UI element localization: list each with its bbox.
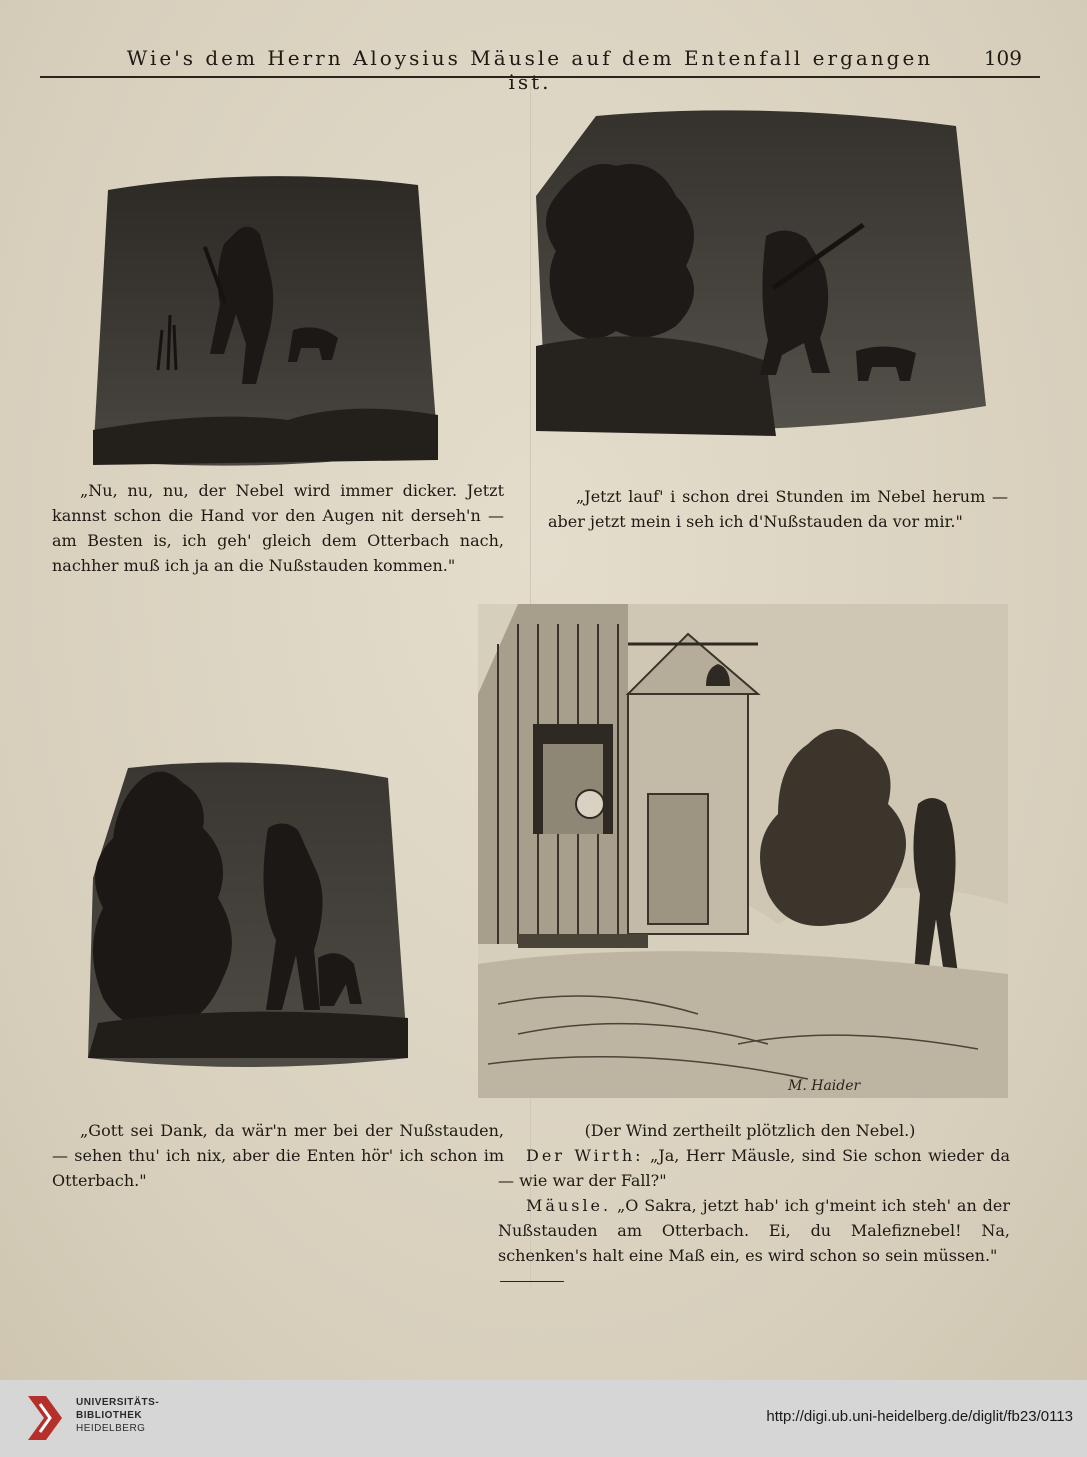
dialogue-maeusle-text: „O Sakra, jetzt hab' ich g'meint ich steh' an der Nußstauden am Otterbach. Ei, du Malefiznebel! Na, schenken's halt eine Maß ein, es wird schon so sein müssen." [498,1196,1010,1265]
dialogue-wirth [498,1143,1010,1193]
speaker-maeusle: Mäusle. [526,1196,612,1215]
page-header-title: Wie's dem Herrn Aloysius Mäusle auf dem Entenfall ergangen ist. [126,46,934,94]
illustration-hunter-at-bush [88,758,410,1072]
caption-1-text: „Nu, nu, nu, der Nebel wird immer dicker. Jetzt kannst schon die Hand vor den Augen nit derseh'n — am Besten is, ich geh' gleich dem Otterbach nach, nachher muß ich ja an die Nußstauden kommen." [52,481,504,575]
illustration-village-fog-lifts [478,604,1008,1098]
illustration-hunter-in-fog [88,160,440,472]
dialogue-maeusle [498,1193,1010,1268]
caption-3-text: „Gott sei Dank, da wär'n mer bei der Nußstauden, — sehen thu' ich nix, aber die Enten hör' ich schon im Otterbach." [52,1121,504,1190]
library-footer [0,1380,1087,1457]
caption-2 [548,484,1008,534]
illustration-signature: M. Haider [788,1078,861,1094]
speaker-wirth: Der Wirth: [526,1146,644,1165]
caption-3 [52,1118,504,1193]
footnote-rule [500,1281,564,1282]
library-name [76,1396,196,1435]
header-rule [40,76,1040,78]
caption-1 [52,478,504,578]
dialogue-wirth-text: „Ja, Herr Mäusle, sind Sie schon wieder da — wie war der Fall?" [498,1146,1010,1190]
caption-2-text: „Jetzt lauf' i schon drei Stunden im Nebel herum — aber jetzt mein i seh ich d'Nußstauden da vor mir." [548,487,1008,531]
library-logo-icon [22,1392,68,1444]
page-number: 109 [983,46,1022,70]
caption-4-text: (Der Wind zertheilt plötzlich den Nebel.) [584,1121,916,1140]
library-name-line2: BIBLIOTHEK [76,1410,143,1421]
library-name-line3: HEIDELBERG [76,1423,146,1434]
illustration-hunter-looking [536,106,988,440]
page-permalink[interactable]: http://digi.ub.uni-heidelberg.de/diglit/fb23/0113 [766,1408,1073,1425]
caption-4 [520,1118,980,1143]
library-name-line1: UNIVERSITÄTS- [76,1397,160,1408]
